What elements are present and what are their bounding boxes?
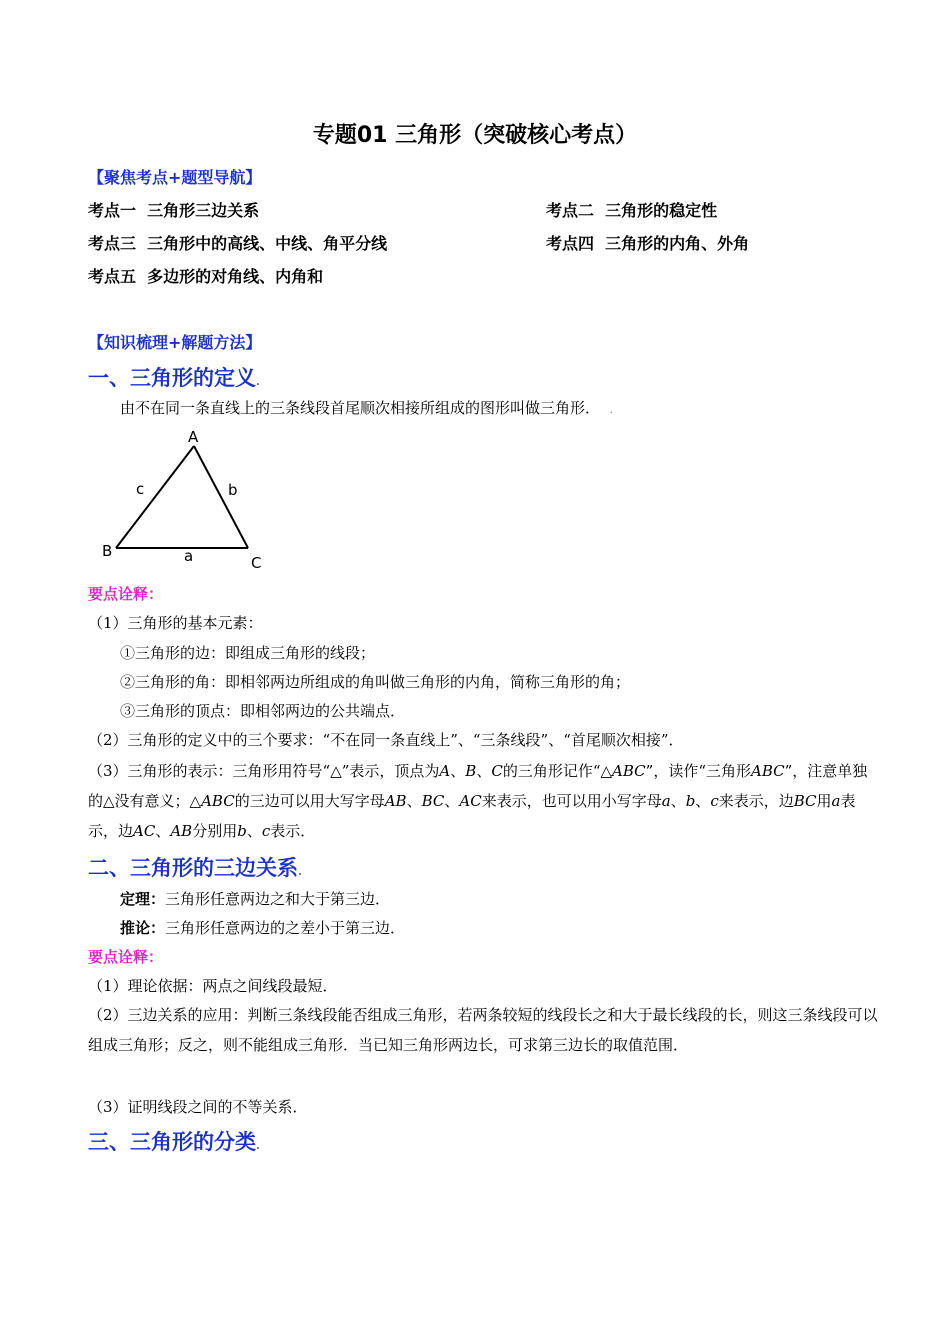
s1-item-3: ②三角形的角：即相邻两边所组成的角叫做三角形的内角，简称三角形的角； [120, 673, 631, 691]
item3-c: c [710, 792, 719, 810]
definition: 由不在同一条直线上的三条线段首尾顺次相接所组成的图形叫做三角形． [120, 399, 601, 417]
item3-p2: 的三角形记作“△ [502, 762, 613, 780]
item3-p7: 来表示，边 [718, 792, 794, 810]
item3-ab: AB [384, 792, 407, 810]
s2-item-1: （1）理论依据：两点之间线段最短． [88, 977, 338, 995]
item3-ac: AC [459, 792, 482, 810]
item3-sep8: 、 [246, 822, 262, 840]
item3-sep4: 、 [444, 792, 460, 810]
theorem-text: 三角形任意两边之和大于第三边． [165, 890, 391, 908]
item3-sep1: 、 [450, 762, 466, 780]
item3-a2: a [831, 792, 841, 810]
item3-abc1: ABC [612, 762, 646, 780]
note-label-1: 要点诠释： [88, 585, 164, 603]
kaodian-3-label: 考点三 [88, 234, 137, 253]
item3-bc2: BC [793, 792, 817, 810]
vertex-label-c: C [251, 554, 262, 572]
kaodian-4 [546, 231, 749, 254]
s1-item-4: ③三角形的顶点：即相邻两边的公共端点． [120, 702, 406, 720]
kaodian-1-label: 考点一 [88, 201, 137, 220]
kaodian-3 [88, 231, 387, 254]
section1-heading-text: 一、三角形的定义 [88, 366, 256, 390]
side-label-c: c [136, 480, 145, 498]
section3-heading [88, 1126, 260, 1156]
s2-item-3: （3）证明线段之间的不等关系． [88, 1098, 308, 1116]
item3-p8: 用 [816, 792, 832, 810]
item3-A: A [439, 762, 451, 780]
definition-text [120, 398, 613, 421]
item3-p4: ”，注意单独的△没有意义；△ [88, 762, 868, 810]
s1-item-6 [88, 756, 868, 846]
kaodian-4-text: 三角形的内角、外角 [605, 234, 750, 253]
method-heading: 【知识梳理+解题方法】 [88, 333, 262, 352]
item3-sep6: 、 [695, 792, 711, 810]
item3-sep7: 、 [155, 822, 171, 840]
figure-background [88, 426, 273, 566]
item3-p5: 的三边可以用大写字母 [234, 792, 385, 810]
item3-p1: （3）三角形的表示：三角形用符号“△”表示，顶点为 [88, 762, 440, 780]
kaodian-5-text: 多边形的对角线、内角和 [147, 267, 324, 286]
theorem-line [120, 889, 390, 909]
vertex-label-a: A [188, 428, 199, 446]
mark-dot: . [256, 377, 260, 388]
item3-bc: BC [421, 792, 445, 810]
triangle-figure [88, 422, 278, 572]
corollary-label: 推论： [120, 919, 166, 937]
item3-p9: 表示，边 [88, 792, 856, 840]
s1-item-1: （1）三角形的基本元素： [88, 614, 263, 632]
item3-p6: 来表示，也可以用小写字母 [481, 792, 662, 810]
mark-dot: . [298, 867, 302, 878]
item3-p3: ”，读作“三角形 [645, 762, 751, 780]
vertex-label-b: B [102, 542, 113, 560]
mark-dot: . [609, 405, 613, 416]
item3-b2: b [237, 822, 247, 840]
item3-sep3: 、 [406, 792, 422, 810]
item3-C: C [491, 762, 503, 780]
item3-ac2: AC [133, 822, 156, 840]
item3-B: B [465, 762, 477, 780]
section3-heading-text: 三、三角形的分类 [88, 1130, 256, 1154]
corollary-text: 三角形任意两边的之差小于第三边． [165, 919, 406, 937]
kaodian-1-text: 三角形三边关系 [147, 201, 260, 220]
item3-c2: c [261, 822, 271, 840]
item3-p11: 表示． [270, 822, 316, 840]
section2-heading [88, 852, 302, 882]
section2-heading-text: 二、三角形的三边关系 [88, 856, 298, 880]
section1-heading [88, 362, 260, 392]
kaodian-5-label: 考点五 [88, 267, 137, 286]
side-label-a: a [184, 547, 194, 565]
item3-abc2: ABC [751, 762, 785, 780]
s1-item-5: （2）三角形的定义中的三个要求：“不在同一条直线上”、“三条线段”、“首尾顺次相接”． [88, 731, 684, 749]
item3-sep5: 、 [670, 792, 686, 810]
kaodian-4-label: 考点四 [546, 234, 595, 253]
kaodian-5 [88, 264, 323, 287]
page-title: 专题01 三角形（突破核心考点） [312, 123, 638, 148]
theorem-label: 定理： [120, 890, 166, 908]
item3-b: b [685, 792, 696, 810]
mark-dot: . [256, 1141, 260, 1152]
side-label-b: b [228, 481, 238, 499]
kaodian-2 [546, 198, 717, 221]
item3-abc3: ABC [201, 792, 235, 810]
kaodian-2-label: 考点二 [546, 201, 595, 220]
kaodian-1 [88, 198, 259, 221]
note-label-2: 要点诠释： [88, 948, 164, 966]
s1-item-2: ①三角形的边：即组成三角形的线段； [120, 644, 376, 662]
item3-p10: 分别用 [192, 822, 238, 840]
kaodian-3-text: 三角形中的高线、中线、角平分线 [147, 234, 388, 253]
corollary-line [120, 918, 405, 938]
s2-item-2: （2）三边关系的应用：判断三条线段能否组成三角形，若两条较短的线段长之和大于最长线段的长，则这三条线段可以组成三角形；反之，则不能组成三角形．当已知三角形两边长，可求第三边长的取值范围． [88, 1006, 878, 1054]
item3-a: a [661, 792, 671, 810]
kaodian-2-text: 三角形的稳定性 [605, 201, 718, 220]
item3-sep2: 、 [476, 762, 492, 780]
item3-ab2: AB [170, 822, 193, 840]
nav-heading: 【聚焦考点+题型导航】 [88, 168, 262, 187]
